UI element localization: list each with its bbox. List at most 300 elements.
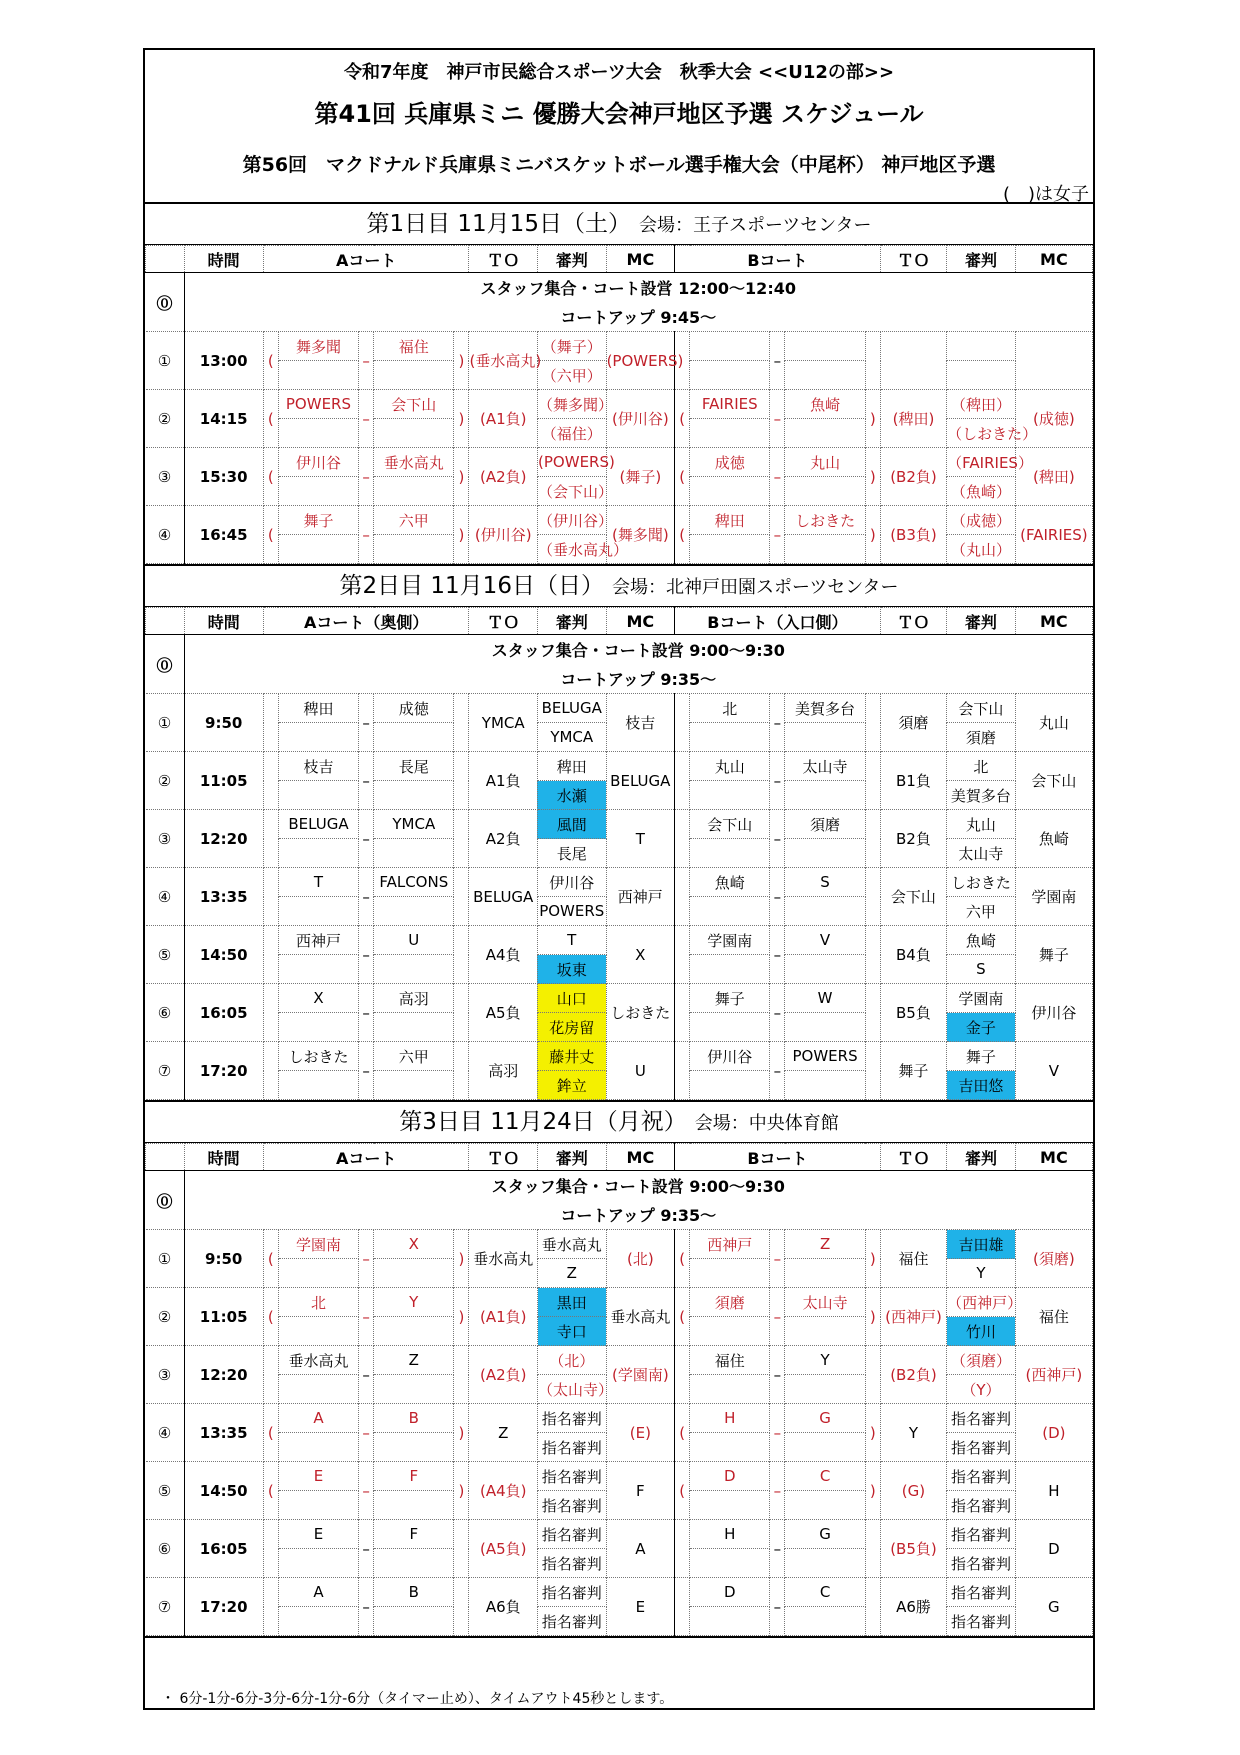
ref-a2: 花房留 (537, 1013, 606, 1042)
to-a: BELUGA (469, 868, 538, 926)
team-a2-line2 (374, 1071, 454, 1100)
team-b1: H (690, 1404, 770, 1433)
ref-a1: （北） (538, 1346, 607, 1375)
paren-close: ) (454, 1404, 469, 1462)
ref-b1: （稗田） (947, 390, 1016, 419)
team-a1-line2 (278, 723, 358, 752)
team-a1-line2 (278, 781, 358, 810)
team-b1: D (690, 1462, 770, 1491)
vs-dash: – (770, 448, 785, 506)
header-to-a: ＴＯ (469, 246, 538, 273)
game-row (146, 752, 1093, 781)
staff-row (146, 635, 1093, 665)
paren-open: ( (675, 1404, 690, 1462)
game-num: ⑤ (146, 1462, 185, 1520)
to-b: (B2負) (880, 448, 946, 506)
ref-a2: （太山寺） (538, 1375, 607, 1404)
game-row (146, 1520, 1093, 1549)
team-b2: Z (785, 1230, 865, 1259)
mc-b: (FAIRIES) (1015, 506, 1092, 564)
schedule-sheet (143, 48, 1095, 1710)
ref-a1: 山口 (537, 984, 606, 1013)
header-row (146, 1144, 1093, 1171)
paren-open (263, 1520, 278, 1578)
ref-b2: 吉田悠 (947, 1071, 1016, 1100)
game-num: ⑦ (146, 1042, 185, 1100)
header-mc-b: MC (1015, 1144, 1092, 1171)
team-a1-line2 (278, 1013, 358, 1042)
to-a: (伊川谷) (469, 506, 538, 564)
ref-a1: 藤井丈 (537, 1042, 606, 1071)
paren-close (865, 810, 880, 868)
ref-a2: 寺口 (538, 1317, 607, 1346)
ref-b2 (947, 361, 1016, 390)
header-ref-b: 審判 (947, 246, 1016, 273)
ref-a1: （舞子） (538, 332, 607, 361)
team-a1: 舞子 (278, 506, 358, 535)
ref-a1: 垂水高丸 (538, 1230, 607, 1259)
vs-dash: – (359, 1230, 374, 1288)
ref-a2: （会下山） (538, 477, 607, 506)
to-b: (B2負) (880, 1346, 946, 1404)
to-a: YMCA (469, 694, 538, 752)
ref-b1: （西神戸） (947, 1288, 1016, 1317)
ref-b2: 指名審判 (947, 1549, 1016, 1578)
vs-dash: – (359, 332, 374, 390)
title-line2: 第41回 兵庫県ミニ 優勝大会神戸地区予選 スケジュール (314, 100, 924, 128)
vs-dash: – (770, 1462, 785, 1520)
team-a2: 垂水高丸 (374, 448, 454, 477)
mc-b: (稗田) (1015, 448, 1092, 506)
day-section (145, 204, 1093, 566)
team-b2-line2 (785, 839, 865, 868)
team-a2-line2 (374, 1013, 454, 1042)
team-a2-line2 (374, 535, 454, 564)
ref-a2: 指名審判 (538, 1549, 607, 1578)
schedule-table (145, 1143, 1093, 1636)
team-a2: FALCONS (374, 868, 454, 897)
paren-close: ) (865, 1230, 880, 1288)
team-a2: 会下山 (374, 390, 454, 419)
team-a1: 枝吉 (278, 752, 358, 781)
paren-open (675, 868, 690, 926)
vs-dash: – (359, 984, 374, 1042)
day-section (145, 566, 1093, 1102)
vs-dash: – (770, 868, 785, 926)
paren-close (865, 868, 880, 926)
vs-dash: – (770, 506, 785, 564)
team-b1: H (690, 1520, 770, 1549)
staff-line1: スタッフ集合・コート設営 9:00〜9:30 (184, 635, 1092, 665)
mc-b: 舞子 (1015, 926, 1092, 984)
game-time: 9:50 (184, 1230, 263, 1288)
team-b1-line2 (690, 361, 770, 390)
to-a: (A4負) (469, 1462, 538, 1520)
game-row (146, 694, 1093, 723)
vs-dash: – (359, 1578, 374, 1636)
paren-open: ( (675, 1230, 690, 1288)
header-ref-a: 審判 (538, 1144, 607, 1171)
team-a2: F (374, 1520, 454, 1549)
paren-open: ( (675, 506, 690, 564)
team-b2-line2 (785, 1375, 865, 1404)
day-date: 第1日目 11月15日（土） (366, 211, 631, 237)
staff-row (146, 1171, 1093, 1201)
team-a1: X (278, 984, 358, 1013)
team-a1: 学園南 (278, 1230, 358, 1259)
team-a2: Y (374, 1288, 454, 1317)
ref-a2: 指名審判 (538, 1607, 607, 1636)
team-a1-line2 (278, 535, 358, 564)
game-row (146, 1462, 1093, 1491)
vs-dash: – (359, 926, 374, 984)
team-a2-line2 (374, 1317, 454, 1346)
team-a2-line2 (374, 1549, 454, 1578)
game-time: 12:20 (184, 810, 263, 868)
to-b: (稗田) (880, 390, 946, 448)
team-a1: 伊川谷 (278, 448, 358, 477)
team-a1-line2 (278, 361, 358, 390)
header-to-a: ＴＯ (469, 1144, 538, 1171)
team-b2-line2 (785, 781, 865, 810)
game-row (146, 868, 1093, 897)
game-num: ③ (146, 448, 185, 506)
vs-dash: – (770, 1042, 785, 1100)
vs-dash: – (770, 926, 785, 984)
ref-b1: （成徳） (947, 506, 1016, 535)
ref-a2: YMCA (537, 723, 606, 752)
game-time: 14:50 (184, 926, 263, 984)
game-num: ⑥ (146, 1520, 185, 1578)
ref-a1: 風間 (537, 810, 606, 839)
team-b2-line2 (785, 897, 865, 926)
team-a1-line2 (278, 419, 358, 448)
ref-a1: 指名審判 (538, 1520, 607, 1549)
to-a: (A5負) (469, 1520, 538, 1578)
game-time: 13:00 (184, 332, 263, 390)
team-a2: 六甲 (374, 1042, 454, 1071)
ref-a2: POWERS (537, 897, 606, 926)
paren-close (454, 984, 469, 1042)
vs-dash: – (359, 1346, 374, 1404)
header-blank (146, 1144, 185, 1171)
ref-b2: 竹川 (947, 1317, 1016, 1346)
paren-close: ) (865, 390, 880, 448)
team-b2: V (785, 926, 865, 955)
team-a2-line2 (374, 781, 454, 810)
team-b2-line2 (785, 1071, 865, 1100)
paren-close: ) (454, 332, 469, 390)
mc-a: E (606, 1578, 675, 1636)
ref-b2: 指名審判 (947, 1433, 1016, 1462)
to-b: 会下山 (880, 868, 946, 926)
team-a1: 西神戸 (278, 926, 358, 955)
title-block (145, 50, 1093, 204)
team-b1: 須磨 (690, 1288, 770, 1317)
game-time: 14:15 (184, 390, 263, 448)
game-time: 13:35 (184, 868, 263, 926)
paren-open: ( (263, 1404, 278, 1462)
team-b1: 魚崎 (690, 868, 770, 897)
game-time: 16:05 (184, 984, 263, 1042)
to-a: 垂水高丸 (469, 1230, 538, 1288)
header-blank (146, 608, 185, 635)
team-b2: C (785, 1462, 865, 1491)
mc-a: (POWERS) (606, 332, 675, 390)
ref-b2: 美賀多台 (947, 781, 1016, 810)
team-a1-line2 (278, 1491, 358, 1520)
team-b1-line2 (690, 1375, 770, 1404)
mc-b (1015, 332, 1092, 390)
paren-open: ( (263, 390, 278, 448)
header-row (146, 246, 1093, 273)
vs-dash: – (359, 506, 374, 564)
header-mc-a: MC (606, 608, 675, 635)
team-a2-line2 (374, 839, 454, 868)
team-b1: 福住 (690, 1346, 770, 1375)
game-num: ④ (146, 506, 185, 564)
game-row (146, 1346, 1093, 1375)
vs-dash: – (359, 810, 374, 868)
header-ref-a: 審判 (537, 608, 606, 635)
team-b1: 北 (690, 694, 770, 723)
team-b1-line2 (690, 1549, 770, 1578)
team-a1: E (278, 1462, 358, 1491)
mc-a: (学園南) (606, 1346, 675, 1404)
header-court-a: Aコート (263, 246, 469, 273)
staff-row (146, 302, 1093, 332)
team-b2-line2 (785, 723, 865, 752)
staff-line1: スタッフ集合・コート設営 9:00〜9:30 (184, 1171, 1092, 1201)
team-a1: E (278, 1520, 358, 1549)
days-container (145, 204, 1093, 1638)
mc-b: (須磨) (1015, 1230, 1092, 1288)
day-venue: 会場：王子スポーツセンター (638, 215, 872, 236)
mc-b: (D) (1015, 1404, 1092, 1462)
day-date: 第3日目 11月24日（月祝） (399, 1109, 687, 1135)
team-b1-line2 (690, 1433, 770, 1462)
vs-dash: – (770, 1288, 785, 1346)
ref-a1: 伊川谷 (537, 868, 606, 897)
day-date: 第2日目 11月16日（日） (339, 573, 604, 599)
header-time: 時間 (184, 1144, 263, 1171)
paren-close: ) (454, 448, 469, 506)
team-b1: 伊川谷 (690, 1042, 770, 1071)
game-num: ③ (146, 1346, 185, 1404)
to-a: (A1負) (469, 1288, 538, 1346)
team-b1-line2 (690, 1259, 770, 1288)
to-a: A6負 (469, 1578, 538, 1636)
mc-a: (舞子) (606, 448, 675, 506)
ref-b1: 指名審判 (947, 1520, 1016, 1549)
vs-dash: – (770, 1578, 785, 1636)
ref-b2: 六甲 (947, 897, 1016, 926)
ref-a1: （舞多聞） (538, 390, 607, 419)
paren-close: ) (454, 1288, 469, 1346)
team-a2: 福住 (374, 332, 454, 361)
mc-a: F (606, 1462, 675, 1520)
to-a: (A2負) (469, 1346, 538, 1404)
team-b2: W (785, 984, 865, 1013)
paren-close (865, 926, 880, 984)
ref-b2: （Y） (947, 1375, 1016, 1404)
paren-close (865, 1520, 880, 1578)
game-num: ② (146, 752, 185, 810)
team-b2-line2 (785, 1317, 865, 1346)
team-a1-line2 (278, 1071, 358, 1100)
to-a: A5負 (469, 984, 538, 1042)
vs-dash: – (359, 448, 374, 506)
team-b1-line2 (690, 839, 770, 868)
header-ref-a: 審判 (538, 246, 607, 273)
team-b1: 稗田 (690, 506, 770, 535)
team-a1-line2 (278, 955, 358, 984)
team-a2: F (374, 1462, 454, 1491)
to-b: (B5負) (880, 1520, 946, 1578)
mc-b: (成徳) (1015, 390, 1092, 448)
paren-open (263, 752, 278, 810)
ref-b2: Y (947, 1259, 1016, 1288)
ref-b1: 指名審判 (947, 1462, 1016, 1491)
team-b1-line2 (690, 1491, 770, 1520)
ref-a2: Z (538, 1259, 607, 1288)
team-b1-line2 (690, 1317, 770, 1346)
game-row (146, 926, 1093, 955)
paren-open (675, 1520, 690, 1578)
team-b2-line2 (785, 1259, 865, 1288)
game-row (146, 332, 1093, 361)
game-num: ② (146, 1288, 185, 1346)
team-a2-line2 (374, 723, 454, 752)
ref-a2: 長尾 (537, 839, 606, 868)
to-b: Y (880, 1404, 946, 1462)
vs-dash: – (770, 1520, 785, 1578)
game-time: 11:05 (184, 752, 263, 810)
title-line1: 令和7年度 神戸市民総合スポーツ大会 秋季大会 <<U12の部>> (343, 62, 895, 83)
ref-b2: （しおきた） (947, 419, 1016, 448)
vs-dash: – (770, 694, 785, 752)
ref-a1: (POWERS) (538, 448, 607, 477)
paren-open (675, 926, 690, 984)
team-a1: BELUGA (278, 810, 358, 839)
team-a1-line2 (278, 1433, 358, 1462)
team-b2: POWERS (785, 1042, 865, 1071)
staff-line2: コートアップ 9:45〜 (184, 302, 1092, 332)
team-b1: 会下山 (690, 810, 770, 839)
mc-b: 丸山 (1015, 694, 1092, 752)
team-b2: 須磨 (785, 810, 865, 839)
vs-dash: – (359, 694, 374, 752)
ref-b1 (947, 332, 1016, 361)
game-row (146, 1230, 1093, 1259)
team-b1-line2 (690, 419, 770, 448)
staff-row (146, 1200, 1093, 1230)
ref-a1: 黒田 (538, 1288, 607, 1317)
ref-a1: T (537, 926, 606, 955)
paren-close: ) (454, 390, 469, 448)
team-a2: B (374, 1578, 454, 1607)
to-b: B2負 (880, 810, 946, 868)
team-a1-line2 (278, 477, 358, 506)
team-b2: 美賀多台 (785, 694, 865, 723)
team-b1-line2 (690, 723, 770, 752)
header-court-b: Bコート（入口側） (675, 608, 881, 635)
paren-open (675, 1042, 690, 1100)
team-a2-line2 (374, 1433, 454, 1462)
header-mc-a: MC (606, 1144, 675, 1171)
team-b2-line2 (785, 1433, 865, 1462)
paren-open (263, 984, 278, 1042)
team-b2-line2 (785, 361, 865, 390)
paren-close (454, 694, 469, 752)
game-row (146, 448, 1093, 477)
mc-b: 伊川谷 (1015, 984, 1092, 1042)
day-section (145, 1102, 1093, 1638)
game-row (146, 810, 1093, 839)
day-venue: 会場：北神戸田園スポーツセンター (611, 577, 899, 598)
header-court-b: Bコート (675, 246, 881, 273)
schedule-table (145, 245, 1093, 564)
ref-b2: 指名審判 (947, 1607, 1016, 1636)
team-b1-line2 (690, 535, 770, 564)
header-to-b: ＴＯ (880, 1144, 946, 1171)
team-a2-line2 (374, 1259, 454, 1288)
ref-a1: BELUGA (537, 694, 606, 723)
team-a1: 垂水高丸 (278, 1346, 358, 1375)
vs-dash: – (359, 1042, 374, 1100)
team-a1: 稗田 (278, 694, 358, 723)
mc-a: (E) (606, 1404, 675, 1462)
paren-close (454, 1520, 469, 1578)
mc-a: BELUGA (606, 752, 675, 810)
paren-open: ( (263, 1462, 278, 1520)
paren-close (865, 984, 880, 1042)
ref-a1: 指名審判 (538, 1462, 607, 1491)
paren-close: ) (454, 506, 469, 564)
vs-dash: – (770, 984, 785, 1042)
to-b: 舞子 (880, 1042, 946, 1100)
game-row (146, 506, 1093, 535)
paren-close: ) (865, 1404, 880, 1462)
paren-open (263, 1042, 278, 1100)
game-time: 11:05 (184, 1288, 263, 1346)
vs-dash: – (770, 1346, 785, 1404)
game-row (146, 1404, 1093, 1433)
header-blank (146, 246, 185, 273)
to-b: (西神戸) (880, 1288, 946, 1346)
schedule-table (145, 607, 1093, 1100)
game-time: 14:50 (184, 1462, 263, 1520)
game-num: ② (146, 390, 185, 448)
team-a1-line2 (278, 1549, 358, 1578)
to-a: 高羽 (469, 1042, 538, 1100)
game-time: 9:50 (184, 694, 263, 752)
day-header (145, 1102, 1093, 1143)
paren-open (263, 868, 278, 926)
team-b1-line2 (690, 955, 770, 984)
paren-close (865, 752, 880, 810)
team-a2-line2 (374, 361, 454, 390)
team-a1: POWERS (278, 390, 358, 419)
mc-a: T (606, 810, 675, 868)
header-to-a: ＴＯ (469, 608, 538, 635)
team-a2: B (374, 1404, 454, 1433)
paren-open (675, 984, 690, 1042)
team-a2-line2 (374, 1491, 454, 1520)
ref-a1: （伊川谷） (538, 506, 607, 535)
vs-dash: – (359, 1520, 374, 1578)
team-b1-line2 (690, 1607, 770, 1636)
